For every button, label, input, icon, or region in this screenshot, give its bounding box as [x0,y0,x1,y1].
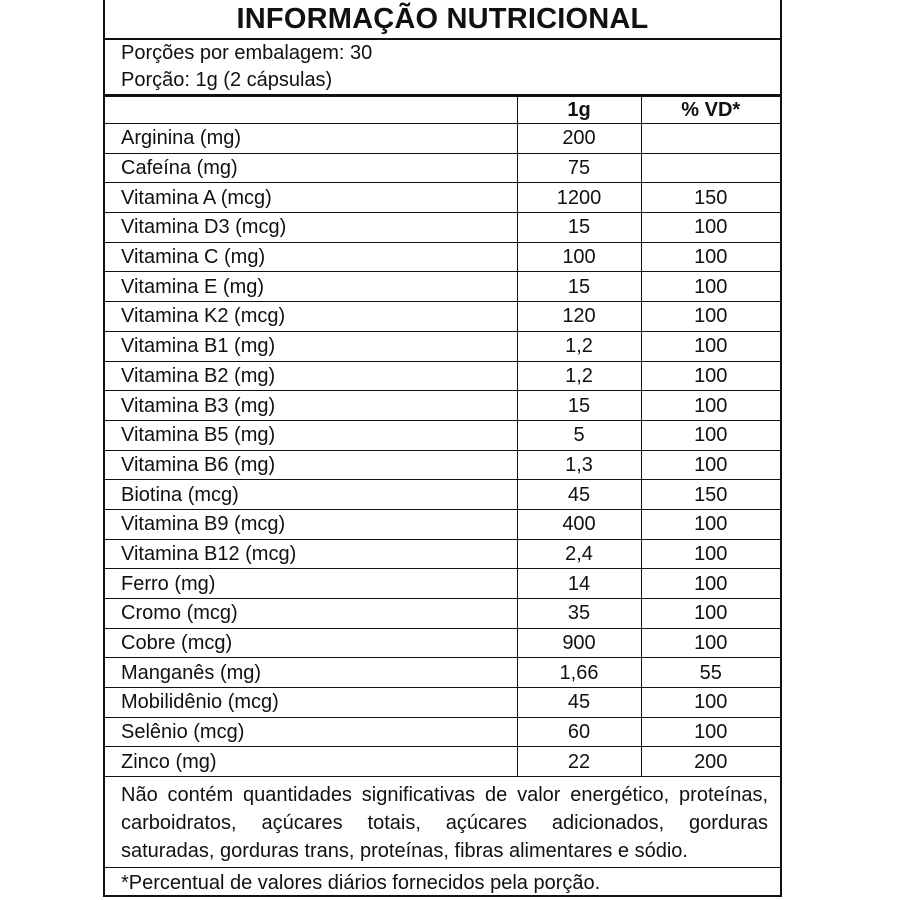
nutrient-amount: 75 [517,153,641,183]
nutrient-name: Cromo (mcg) [105,599,517,629]
nutrient-name: Vitamina E (mg) [105,272,517,302]
table-row [105,658,780,688]
header-amount: 1g [517,97,641,124]
nutrient-amount: 15 [517,272,641,302]
nutrient-amount: 5 [517,420,641,450]
header-name [105,97,517,124]
nutrient-amount: 15 [517,391,641,421]
table-row [105,539,780,569]
nutrient-amount: 1,3 [517,450,641,480]
nutrient-dv: 100 [641,599,780,629]
nutrient-name: Zinco (mg) [105,747,517,777]
nutrient-amount: 1,66 [517,658,641,688]
nutrient-name: Ferro (mg) [105,569,517,599]
nutrient-dv: 100 [641,688,780,718]
nutrient-dv: 150 [641,480,780,510]
table-row [105,183,780,213]
nutrient-amount: 35 [517,599,641,629]
table-row [105,361,780,391]
table-row [105,420,780,450]
nutrient-dv: 100 [641,331,780,361]
table-row [105,480,780,510]
nutrient-name: Vitamina C (mg) [105,242,517,272]
nutrition-facts-panel [103,0,782,897]
nutrient-name: Vitamina D3 (mcg) [105,213,517,243]
disclaimer-text: Não contém quantidades significativas de valor energético, proteínas, carboidratos, açúcares totais, açúcares adicionados, gorduras saturadas, gorduras trans, proteínas, fibras alimentares e sódio. [105,777,780,868]
nutrient-amount: 1200 [517,183,641,213]
nutrient-name: Vitamina A (mcg) [105,183,517,213]
table-row [105,688,780,718]
serving-size: Porção: 1g (2 cápsulas) [121,69,333,91]
nutrient-amount: 200 [517,124,641,154]
nutrient-table [105,97,780,777]
nutrient-amount: 15 [517,213,641,243]
nutrient-amount: 1,2 [517,361,641,391]
nutrient-name: Biotina (mcg) [105,480,517,510]
table-row [105,124,780,154]
nutrient-name: Vitamina B9 (mcg) [105,509,517,539]
nutrient-name: Cobre (mcg) [105,628,517,658]
nutrient-name: Vitamina B6 (mg) [105,450,517,480]
nutrient-amount: 900 [517,628,641,658]
nutrient-amount: 2,4 [517,539,641,569]
nutrient-dv: 100 [641,539,780,569]
table-row [105,302,780,332]
nutrient-name: Vitamina K2 (mcg) [105,302,517,332]
nutrient-amount: 14 [517,569,641,599]
nutrient-dv: 150 [641,183,780,213]
table-row [105,717,780,747]
nutrient-name: Arginina (mg) [105,124,517,154]
nutrient-dv: 55 [641,658,780,688]
nutrient-amount: 120 [517,302,641,332]
nutrient-dv: 100 [641,242,780,272]
nutrient-amount: 45 [517,480,641,510]
nutrient-dv [641,153,780,183]
table-row [105,272,780,302]
table-row [105,628,780,658]
table-header-row [105,97,780,124]
table-row [105,213,780,243]
nutrient-dv: 100 [641,302,780,332]
nutrient-dv: 200 [641,747,780,777]
serving-info [105,40,780,94]
table-row [105,391,780,421]
nutrient-name: Vitamina B1 (mg) [105,331,517,361]
table-row [105,599,780,629]
nutrient-dv: 100 [641,450,780,480]
footnote-text: *Percentual de valores diários fornecidos pela porção. [121,872,601,895]
nutrient-amount: 100 [517,242,641,272]
nutrient-name: Manganês (mg) [105,658,517,688]
nutrient-dv: 100 [641,628,780,658]
nutrient-name: Mobilidênio (mcg) [105,688,517,718]
nutrient-name: Vitamina B5 (mg) [105,420,517,450]
header-dv: % VD* [641,97,780,124]
nutrient-dv: 100 [641,391,780,421]
nutrient-dv: 100 [641,569,780,599]
nutrient-dv: 100 [641,213,780,243]
nutrient-dv: 100 [641,420,780,450]
nutrient-amount: 400 [517,509,641,539]
panel-title: INFORMAÇÃO NUTRICIONAL [105,0,780,40]
servings-per-package: Porções por embalagem: 30 [121,42,373,64]
nutrient-dv: 100 [641,361,780,391]
nutrient-name: Selênio (mcg) [105,717,517,747]
table-row [105,242,780,272]
nutrient-dv [641,124,780,154]
nutrient-name: Vitamina B3 (mg) [105,391,517,421]
nutrient-amount: 1,2 [517,331,641,361]
nutrient-name: Vitamina B12 (mcg) [105,539,517,569]
nutrient-name: Vitamina B2 (mg) [105,361,517,391]
table-row [105,509,780,539]
table-row [105,569,780,599]
nutrient-amount: 60 [517,717,641,747]
nutrient-dv: 100 [641,717,780,747]
nutrient-amount: 45 [517,688,641,718]
nutrient-amount: 22 [517,747,641,777]
nutrient-name: Cafeína (mg) [105,153,517,183]
nutrient-dv: 100 [641,509,780,539]
table-row [105,331,780,361]
nutrient-dv: 100 [641,272,780,302]
table-row [105,450,780,480]
table-row [105,747,780,777]
table-row [105,153,780,183]
